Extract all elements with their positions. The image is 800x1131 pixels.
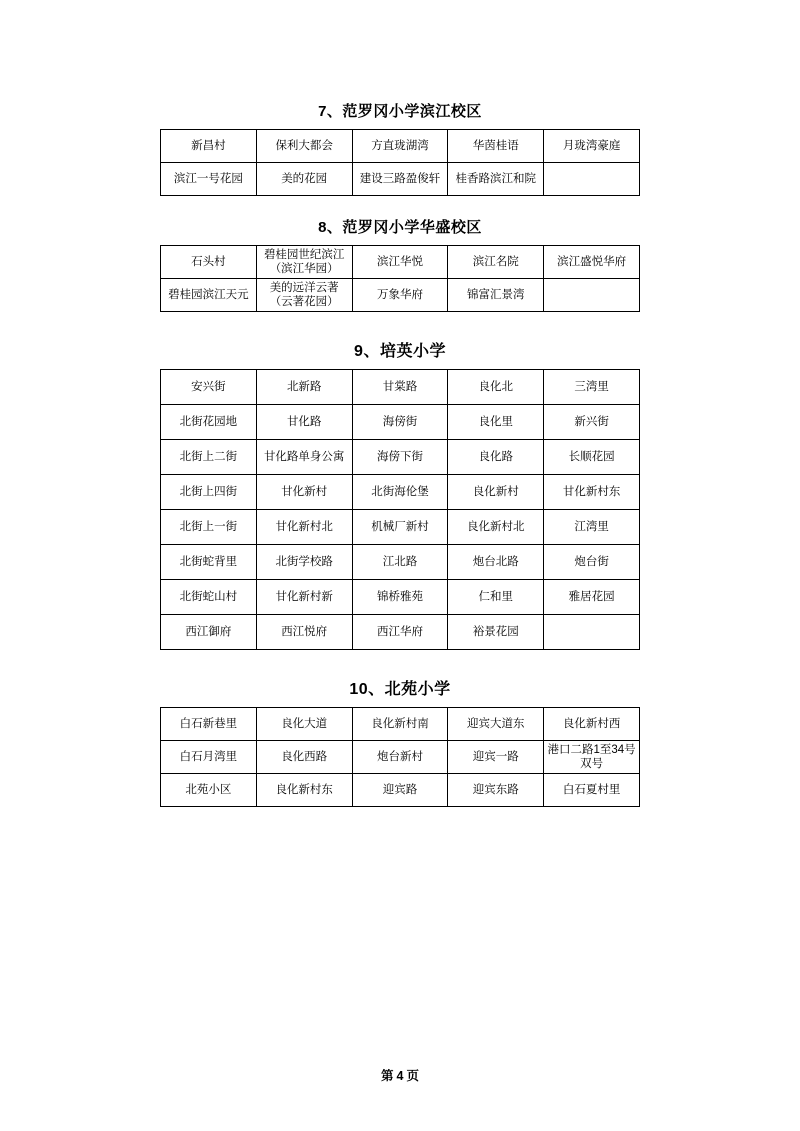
table-cell: 三湾里 [544,370,640,405]
table-cell [544,615,640,650]
footer-prefix: 第 [381,1069,394,1083]
table-cell: 保利大都会 [256,130,352,163]
table-cell: 滨江华悦 [352,246,448,279]
table-cell: 港口二路1至34号双号 [544,741,640,774]
table-cell: 海傍下街 [352,440,448,475]
table-row [161,774,640,807]
section-9-table [160,369,640,650]
table-cell: 江湾里 [544,510,640,545]
table-cell: 迎宾一路 [448,741,544,774]
section-9-title: 9、培英小学 [354,343,446,360]
table-cell: 北街上四街 [161,475,257,510]
table-row [161,246,640,279]
table-row [161,279,640,312]
page-footer [0,1066,800,1084]
table-row [161,580,640,615]
section-7 [160,100,640,196]
table-cell: 新兴街 [544,405,640,440]
table-cell: 北苑小区 [161,774,257,807]
table-cell: 甘化新村东 [544,475,640,510]
table-cell: 新昌村 [161,130,257,163]
table-cell: 良化新村 [448,475,544,510]
section-8-table [160,245,640,312]
table-cell [544,163,640,196]
section-10-title: 10、北苑小学 [349,681,451,698]
section-10-table [160,707,640,807]
footer-page-number: 4 [396,1069,404,1083]
section-9 [160,338,640,650]
page-content [160,100,640,825]
footer-suffix: 页 [406,1069,419,1083]
section-7-title: 7、范罗冈小学滨江校区 [318,103,482,120]
table-cell: 白石新巷里 [161,708,257,741]
table-cell: 北街蛇山村 [161,580,257,615]
table-cell: 北街上一街 [161,510,257,545]
table-cell: 甘棠路 [352,370,448,405]
table-cell: 良化新村西 [544,708,640,741]
table-cell: 华茵桂语 [448,130,544,163]
table-cell: 北街学校路 [256,545,352,580]
table-cell: 万象华府 [352,279,448,312]
table-cell: 西江华府 [352,615,448,650]
table-cell: 炮台街 [544,545,640,580]
table-cell: 北街花园地 [161,405,257,440]
table-cell: 迎宾路 [352,774,448,807]
table-cell: 滨江一号花园 [161,163,257,196]
table-cell: 长顺花园 [544,440,640,475]
table-cell: 建设三路盈俊轩 [352,163,448,196]
table-cell [544,279,640,312]
table-cell: 北街蛇背里 [161,545,257,580]
table-cell: 碧桂园滨江天元 [161,279,257,312]
table-row [161,741,640,774]
section-8 [160,216,640,312]
table-row [161,708,640,741]
table-row [161,475,640,510]
table-cell: 良化西路 [256,741,352,774]
table-cell: 北街海伦堡 [352,475,448,510]
table-cell: 甘化新村北 [256,510,352,545]
table-cell: 锦桥雅苑 [352,580,448,615]
table-row [161,130,640,163]
table-cell: 滨江盛悦华府 [544,246,640,279]
section-10 [160,676,640,807]
table-cell: 炮台新村 [352,741,448,774]
table-cell: 良化新村东 [256,774,352,807]
table-cell: 滨江名院 [448,246,544,279]
table-cell: 良化北 [448,370,544,405]
table-cell: 良化里 [448,405,544,440]
table-cell: 炮台北路 [448,545,544,580]
table-cell: 方直珑湖湾 [352,130,448,163]
table-cell: 甘化新村 [256,475,352,510]
table-cell: 月珑湾豪庭 [544,130,640,163]
table-cell: 碧桂园世纪滨江（滨江华园） [256,246,352,279]
table-cell: 良化大道 [256,708,352,741]
table-row [161,615,640,650]
table-row [161,405,640,440]
table-cell: 甘化路 [256,405,352,440]
table-row [161,510,640,545]
table-cell: 西江御府 [161,615,257,650]
table-cell: 良化路 [448,440,544,475]
table-cell: 白石夏村里 [544,774,640,807]
table-cell: 安兴街 [161,370,257,405]
table-cell: 甘化新村新 [256,580,352,615]
table-cell: 海傍街 [352,405,448,440]
table-cell: 甘化路单身公寓 [256,440,352,475]
table-cell: 迎宾东路 [448,774,544,807]
table-cell: 桂香路滨江和院 [448,163,544,196]
table-row [161,545,640,580]
table-cell: 江北路 [352,545,448,580]
section-8-title: 8、范罗冈小学华盛校区 [318,219,482,236]
table-cell: 良化新村北 [448,510,544,545]
table-cell: 雅居花园 [544,580,640,615]
table-cell: 锦富汇景湾 [448,279,544,312]
table-cell: 北新路 [256,370,352,405]
table-cell: 白石月湾里 [161,741,257,774]
table-row [161,163,640,196]
table-cell: 良化新村南 [352,708,448,741]
table-row [161,440,640,475]
table-cell: 裕景花园 [448,615,544,650]
table-cell: 西江悦府 [256,615,352,650]
table-cell: 北街上二街 [161,440,257,475]
section-7-table [160,129,640,196]
table-cell: 机械厂新村 [352,510,448,545]
table-cell: 迎宾大道东 [448,708,544,741]
table-cell: 美的远洋云著（云著花园） [256,279,352,312]
table-row [161,370,640,405]
table-cell: 石头村 [161,246,257,279]
table-cell: 美的花园 [256,163,352,196]
table-cell: 仁和里 [448,580,544,615]
